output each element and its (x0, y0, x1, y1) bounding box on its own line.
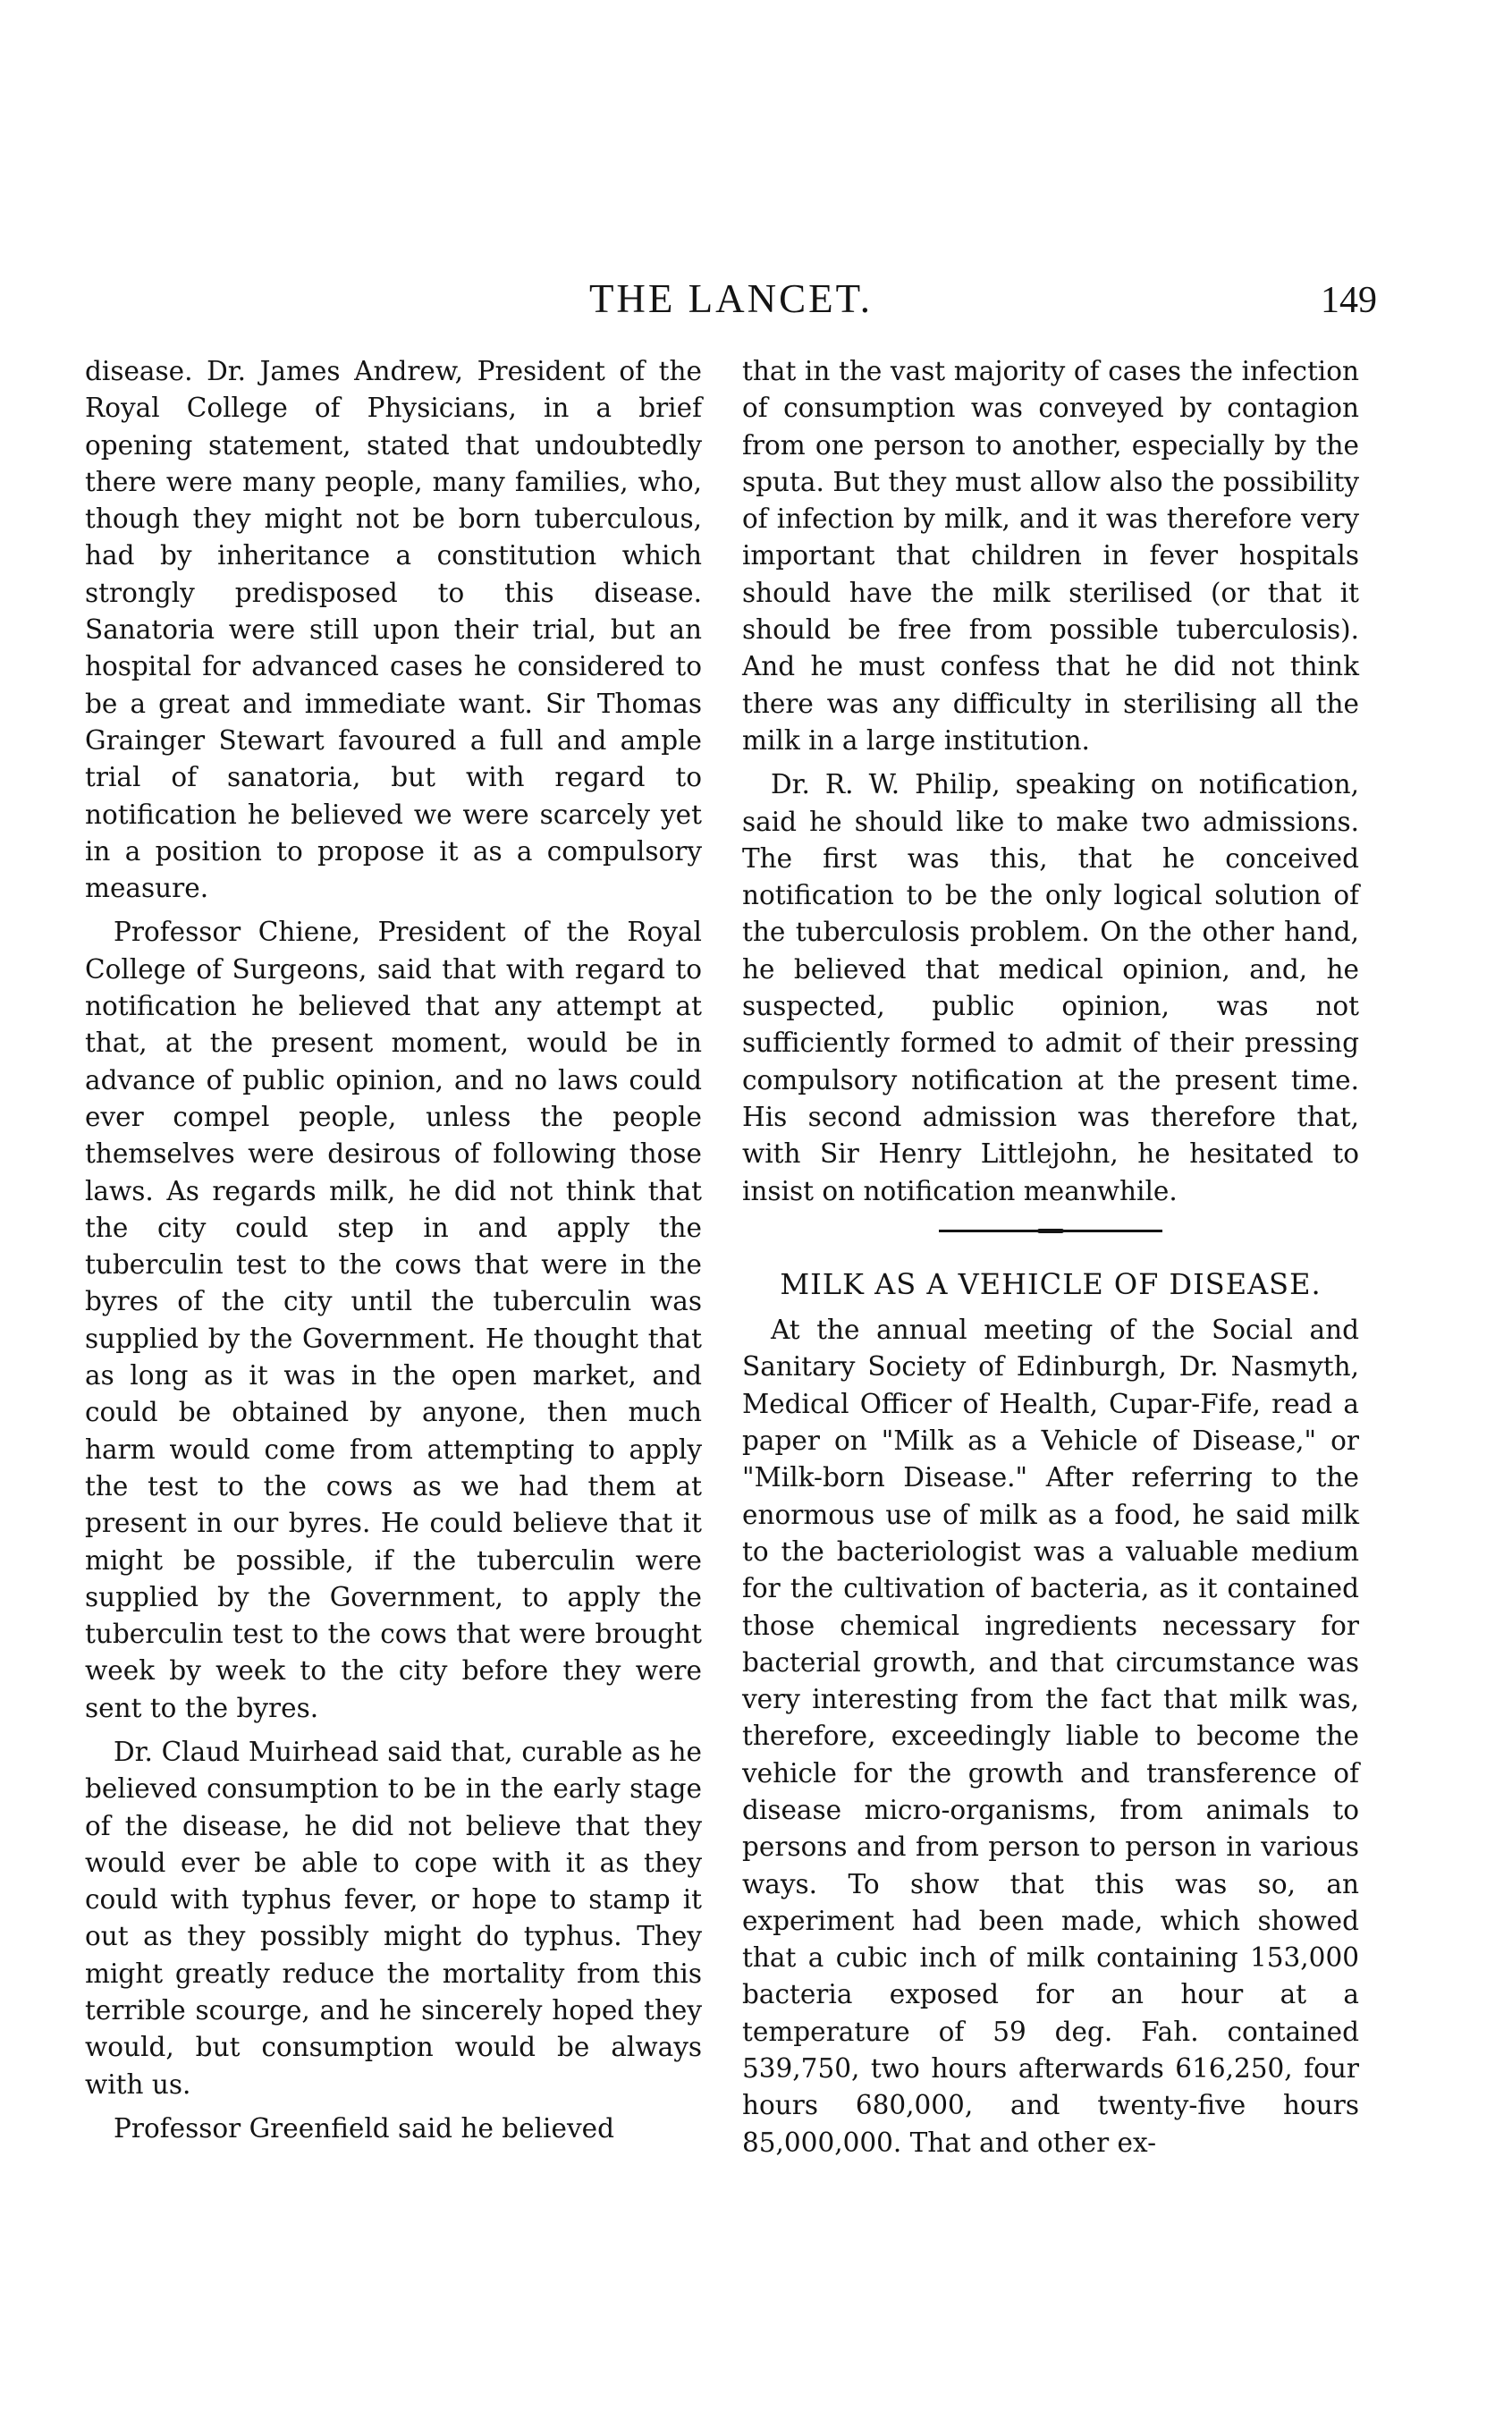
paragraph-nasmyth: At the annual meeting of the Social and Sanitary Society of Edinburgh, Dr. Nasmyth, Medical Officer of Health, Cupar-Fife, read a paper on "Milk as a Vehicle of Disease," or "Milk-born Disease." After referring to the enormous use of milk as a food, he said milk to the bacteriologist was a valuable medium for the cultivation of bacteria, as it contained those chemical ingredients necessary for bacterial growth, and that circumstance was very interesting from the fact that milk was, therefore, exceedingly liable to become the vehicle for the growth and transference of disease micro-organisms, from animals to persons and from person to person in various ways. To show that this was so, an experiment had been made, which showed that a cubic inch of milk containing 153,000 bacteria exposed for an hour at a temperature of 59 deg. Fah. contained 539,750, two hours afterwards 616,250, four hours 680,000, and twenty-five hours 85,000,000. That and other ex- (742, 1315, 1359, 2158)
article-divider (939, 1230, 1162, 1232)
paragraph-greenfield-continued: that in the vast majority of cases the infection of consumption was conveyed by contagion from one person to another, especially by the sputa. But they must allow also the possibility of infection by milk, and it was therefore very important that children in fever hospitals should have the milk sterilised (or that it should be free from possible tuberculosis). And he must confess that he did not think there was any difficulty in sterilising all the milk in a large institution. (742, 356, 1359, 756)
page-number: 149 (1321, 280, 1377, 321)
right-column (742, 353, 1359, 2169)
running-title: THE LANCET. (588, 276, 874, 321)
paragraph-philip: Dr. R. W. Philip, speaking on notification, said he should like to make two admissions. The first was this, that he conceived notification to be the only logical solution of the tuberculosis problem. On the other hand, he believed that medical opinion, and, he suspected, public opinion, was not sufficiently formed to admit of their pressing compulsory notification at the present time. His second admission was therefore that, with Sir Henry Littlejohn, he hesitated to insist on notification meanwhile. (742, 769, 1359, 1206)
paragraph-andrew: disease. Dr. James Andrew, President of the Royal College of Physicians, in a brief opening statement, stated that undoubtedly there were many people, many families, who, though they might not be born tuberculous, had by inheritance a constitution which strongly predisposed to this disease. Sanatoria were still upon their trial, but an hospital for advanced cases he considered to be a great and immediate want. Sir Thomas Grainger Stewart favoured a full and ample trial of sanatoria, but with regard to notification he believed we were scarcely yet in a position to propose it as a compulsory measure. (85, 356, 702, 904)
paragraph-chiene: Professor Chiene, President of the Royal College of Surgeons, said that with regard to notification he believed that any attempt at that, at the present moment, would be in advance of public opinion, and no laws could ever compel people, unless the people themselves were desirous of following those laws. As regards milk, he did not think that the city could step in and apply the tuberculin test to the cows that were in the byres of the city until the tuberculin was supplied by the Government. He thought that as long as it was in the open market, and could be obtained by anyone, then much harm would come from attempting to apply the test to the cows as we had them at present in our byres. He could believe that it might be possible, if the tuberculin were supplied by the Government, to apply the tuberculin test to the cows that were brought week by week to the city before they were sent to the byres. (85, 917, 702, 1723)
paragraph-greenfield: Professor Greenfield said he believed (114, 2112, 614, 2144)
left-column (85, 353, 702, 2154)
article-heading: MILK AS A VEHICLE OF DISEASE. (780, 1266, 1322, 1301)
paragraph-muirhead: Dr. Claud Muirhead said that, curable as he believed consumption to be in the early stage of the disease, he did not believe that they would ever be able to cope with it as they could with typhus fever, or hope to stamp it out as they possibly might do typhus. They might greatly reduce the mortality from this terrible scourge, and he sincerely hoped they would, but consumption would be always with us. (85, 1736, 702, 2100)
page-header (85, 275, 1377, 329)
